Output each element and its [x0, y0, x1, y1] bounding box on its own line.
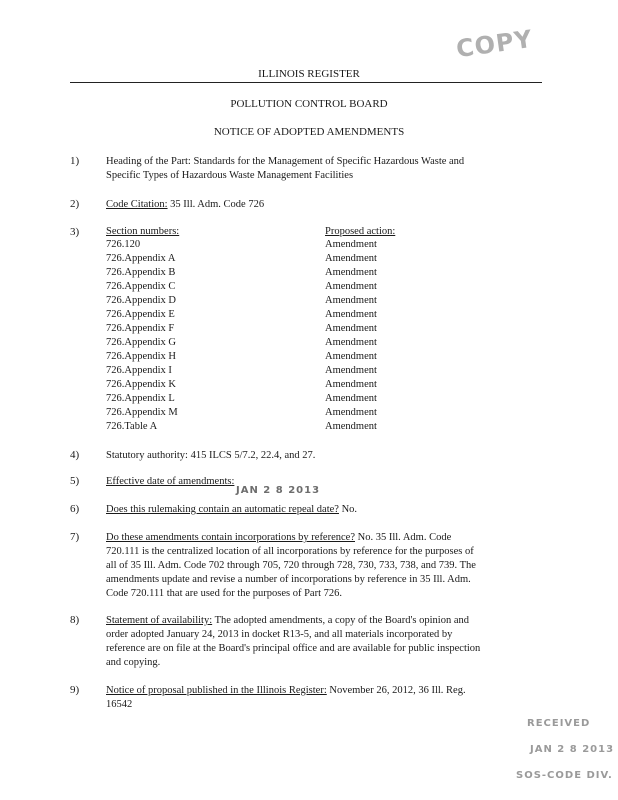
repeal-date-answer: No. — [341, 504, 358, 515]
board-title: POLLUTION CONTROL BOARD — [230, 98, 388, 110]
item-2-number: 2) — [70, 198, 80, 210]
item-6-number: 6) — [70, 503, 80, 515]
section-number: 726.Appendix H — [106, 351, 176, 362]
item-2-line — [106, 198, 264, 212]
item-8-line: and copying. — [106, 657, 161, 668]
item-8-line: reference are on file at the Board's principal office and are available for public inspection — [106, 643, 481, 654]
section-number: 726.Appendix C — [106, 281, 176, 292]
received-date-stamp: JAN 2 8 2013 — [530, 744, 615, 755]
item-4-number: 4) — [70, 449, 80, 461]
item-7-line-1 — [106, 531, 451, 545]
proposed-action: Amendment — [325, 407, 377, 418]
statutory-authority: Statutory authority: 415 ILCS 5/7.2, 22.4, and 27. — [106, 450, 316, 461]
item-3-number: 3) — [70, 226, 80, 238]
item-8-line-1 — [106, 614, 469, 628]
repeal-date-question: Does this rulemaking contain an automatic repeal date? — [106, 504, 339, 515]
item-7-number: 7) — [70, 531, 80, 543]
header-rule — [70, 82, 542, 83]
section-number: 726.Appendix I — [106, 365, 172, 376]
availability-label: Statement of availability: — [106, 615, 213, 626]
proposed-action: Amendment — [325, 379, 377, 390]
notice-title: NOTICE OF ADOPTED AMENDMENTS — [213, 126, 405, 138]
section-number: 726.Appendix D — [106, 295, 176, 306]
copy-stamp: COPY — [454, 24, 535, 64]
item-1-number: 1) — [70, 155, 80, 167]
item-1-line-2: Specific Types of Hazardous Waste Management Facilities — [106, 170, 354, 181]
section-number: 726.Appendix A — [106, 253, 176, 264]
effective-date-label: Effective date of amendments: — [106, 476, 235, 487]
notice-of-proposal-label: Notice of proposal published in the Illinois Register: — [106, 685, 327, 696]
item-1-line-1: Heading of the Part: Standards for the Management of Specific Hazardous Waste and — [106, 156, 465, 167]
section-numbers-header: Section numbers: — [106, 226, 180, 237]
item-9-line-1 — [106, 684, 466, 698]
section-number: 726.Appendix E — [106, 309, 175, 320]
proposed-action: Amendment — [325, 267, 377, 278]
section-number: 726.120 — [106, 239, 141, 250]
proposed-action: Amendment — [325, 421, 377, 432]
proposed-action: Amendment — [325, 281, 377, 292]
incorporations-question: Do these amendments contain incorporations by reference? — [106, 532, 355, 543]
proposed-action: Amendment — [325, 323, 377, 334]
notice-of-proposal-date: November 26, 2012, 36 Ill. Reg. — [329, 685, 466, 696]
effective-date-stamp: JAN 2 8 2013 — [236, 485, 321, 496]
section-number: 726.Appendix M — [106, 407, 178, 418]
proposed-action: Amendment — [325, 309, 377, 320]
incorporations-answer: No. 35 Ill. Adm. Code — [357, 532, 452, 543]
code-citation-label: Code Citation: — [106, 199, 168, 210]
item-7-line: amendments update and revise a number of incorporations by reference in 35 Ill. Adm. — [106, 574, 471, 585]
section-number: 726.Appendix B — [106, 267, 176, 278]
item-8-number: 8) — [70, 614, 80, 626]
proposed-action: Amendment — [325, 239, 377, 250]
section-number: 726.Table A — [106, 421, 158, 432]
register-title: ILLINOIS REGISTER — [258, 68, 360, 80]
proposed-action: Amendment — [325, 295, 377, 306]
received-stamp: RECEIVED — [527, 718, 591, 729]
proposed-action: Amendment — [325, 337, 377, 348]
section-number: 726.Appendix G — [106, 337, 176, 348]
section-number: 726.Appendix F — [106, 323, 175, 334]
proposed-action: Amendment — [325, 393, 377, 404]
code-citation-value: 35 Ill. Adm. Code 726 — [170, 199, 265, 210]
availability-text: The adopted amendments, a copy of the Board's opinion and — [214, 615, 469, 626]
proposed-action-header: Proposed action: — [325, 226, 396, 237]
item-9-line-2: 16542 — [106, 699, 133, 710]
proposed-action: Amendment — [325, 253, 377, 264]
office-stamp: SOS-CODE DIV. — [516, 770, 613, 781]
section-number: 726.Appendix L — [106, 393, 175, 404]
item-7-line: 720.111 is the centralized location of all incorporations by reference for the purposes of — [106, 546, 474, 557]
item-6-line — [106, 503, 357, 517]
item-7-line: Code 720.111 that are used for the purposes of Part 726. — [106, 588, 343, 599]
proposed-action: Amendment — [325, 365, 377, 376]
item-7-line: all of 35 Ill. Adm. Code 702 through 705, 720 through 728, 730, 733, 738, and 739. The — [106, 560, 476, 571]
item-9-number: 9) — [70, 684, 80, 696]
item-8-line: order adopted January 24, 2013 in docket R13-5, and all materials incorporated by — [106, 629, 453, 640]
section-number: 726.Appendix K — [106, 379, 176, 390]
proposed-action: Amendment — [325, 351, 377, 362]
item-5-number: 5) — [70, 475, 80, 487]
